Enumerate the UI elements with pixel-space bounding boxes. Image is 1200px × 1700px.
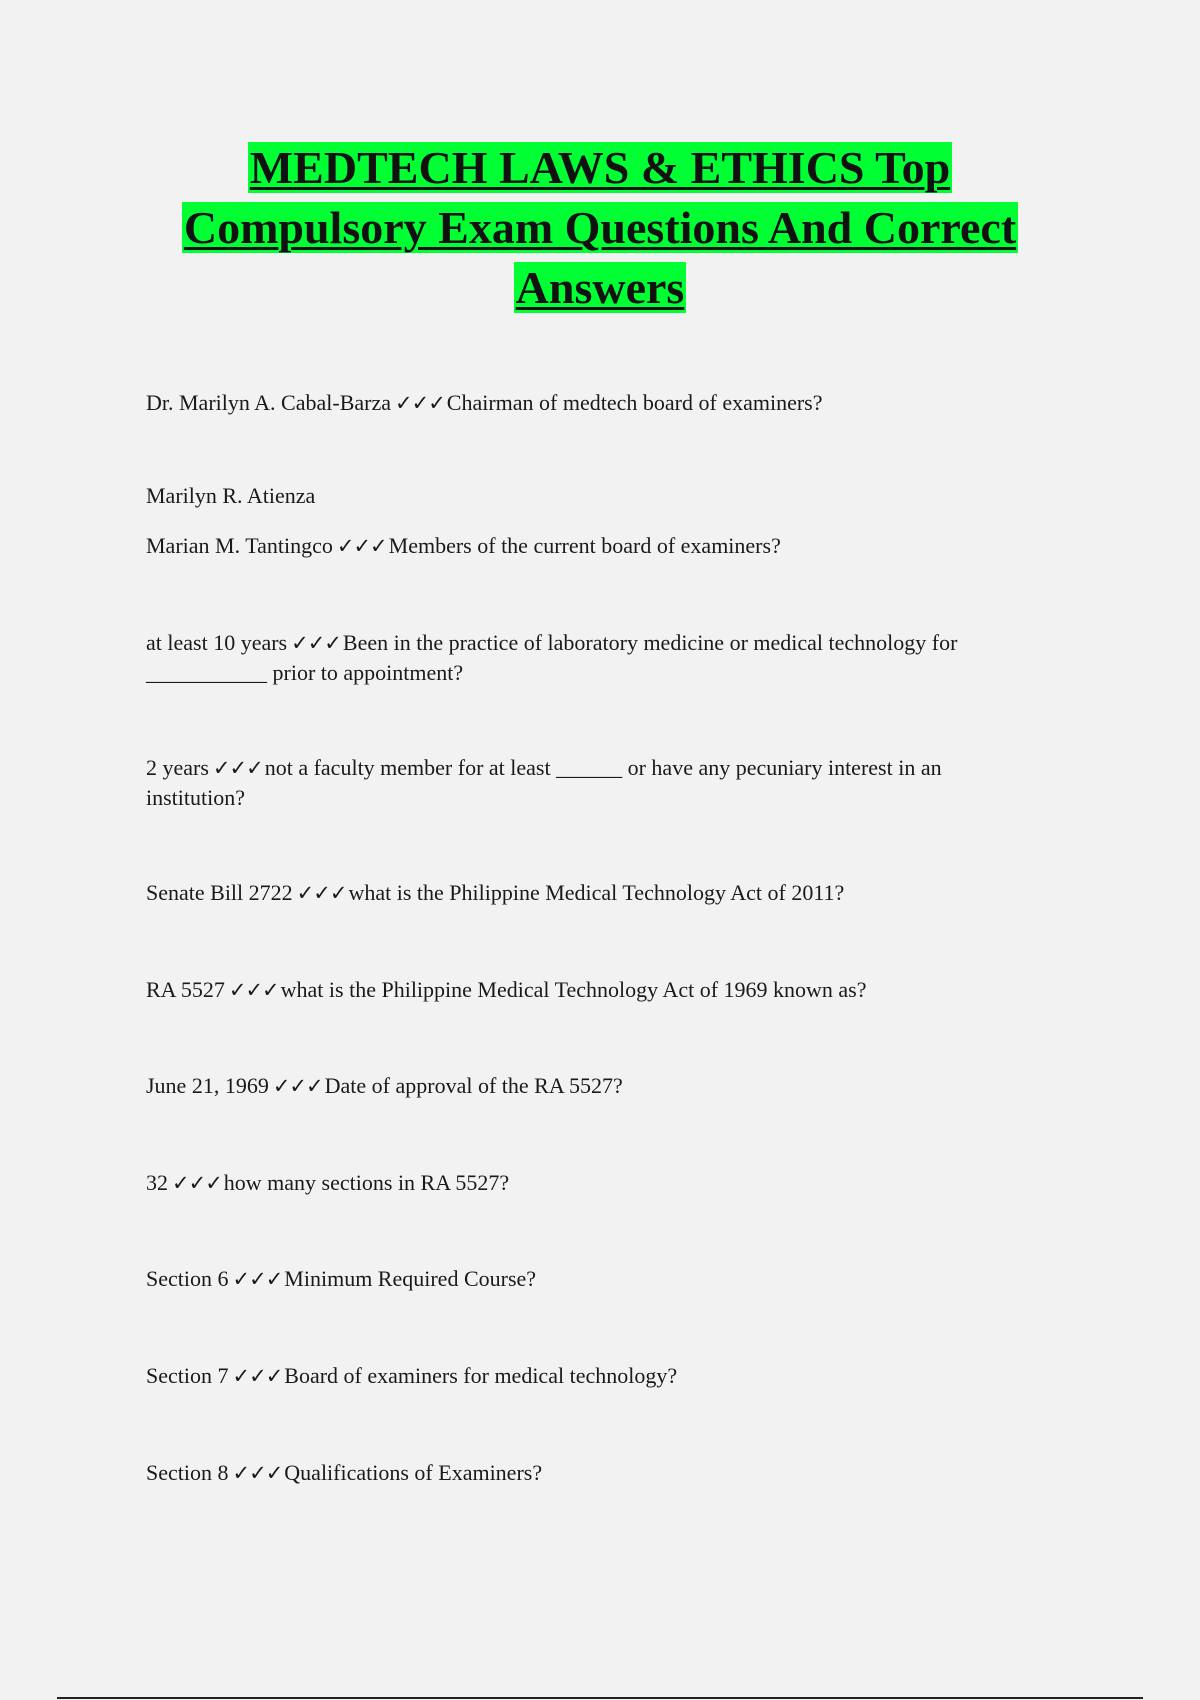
qa-item-9: [146, 1264, 1046, 1294]
qa-item-10: [146, 1361, 1046, 1391]
qa-answer: Senate Bill 2722: [146, 880, 293, 905]
qa-question: Been in the practice of laboratory medicine or medical technology for ___________ prior to appointment?: [146, 630, 958, 685]
qa-item-2-pre-answer: Marilyn R. Atienza: [146, 483, 316, 508]
qa-item-2: [146, 531, 1046, 561]
document-title: [140, 138, 1060, 318]
check-marks-icon: ✓✓✓: [232, 1461, 283, 1485]
qa-item-4: [146, 753, 1046, 813]
qa-answer: at least 10 years: [146, 630, 288, 655]
check-marks-icon: ✓✓✓: [232, 1267, 283, 1291]
qa-answer: Dr. Marilyn A. Cabal-Barza: [146, 390, 391, 415]
check-marks-icon: ✓✓✓: [291, 631, 341, 655]
check-marks-icon: ✓✓✓: [395, 391, 445, 415]
check-marks-icon: ✓✓✓: [172, 1171, 222, 1195]
qa-question: Members of the current board of examiners?: [388, 533, 781, 558]
check-marks-icon: ✓✓✓: [272, 1074, 323, 1098]
qa-item-11: [146, 1458, 1046, 1488]
check-marks-icon: ✓✓✓: [232, 1364, 283, 1388]
qa-answer: 2 years: [146, 755, 209, 780]
qa-question: Date of approval of the RA 5527?: [324, 1073, 623, 1098]
qa-answer: Section 8: [146, 1460, 229, 1485]
qa-question: what is the Philippine Medical Technology Act of 2011?: [348, 880, 845, 905]
qa-item-1: [146, 388, 1046, 418]
qa-question: Qualifications of Examiners?: [284, 1460, 543, 1485]
qa-answer: Marian M. Tantingco: [146, 533, 333, 558]
qa-answer: Section 6: [146, 1266, 229, 1291]
qa-item-6: [146, 975, 1046, 1005]
check-marks-icon: ✓✓✓: [228, 978, 279, 1002]
check-marks-icon: ✓✓✓: [212, 756, 263, 780]
qa-question: Chairman of medtech board of examiners?: [446, 390, 823, 415]
footer-rule: [57, 1697, 1143, 1699]
qa-question: Board of examiners for medical technology?: [284, 1363, 678, 1388]
qa-answer: Section 7: [146, 1363, 229, 1388]
qa-answer: June 21, 1969: [146, 1073, 269, 1098]
check-marks-icon: ✓✓✓: [296, 881, 347, 905]
qa-item-7: [146, 1071, 1046, 1101]
qa-question: what is the Philippine Medical Technology Act of 1969 known as?: [280, 977, 867, 1002]
qa-answer: 32: [146, 1170, 168, 1195]
qa-question: how many sections in RA 5527?: [223, 1170, 510, 1195]
qa-question: not a faculty member for at least ______ or have any pecuniary interest in an institution?: [146, 755, 942, 810]
qa-question: Minimum Required Course?: [284, 1266, 537, 1291]
check-marks-icon: ✓✓✓: [336, 534, 387, 558]
qa-answer: RA 5527: [146, 977, 225, 1002]
document-title-highlight: MEDTECH LAWS & ETHICS Top Compulsory Exam Questions And Correct Answers: [183, 142, 1017, 313]
qa-item-3: [146, 628, 1046, 688]
qa-item-5: [146, 878, 1046, 908]
qa-item-8: [146, 1168, 1046, 1198]
